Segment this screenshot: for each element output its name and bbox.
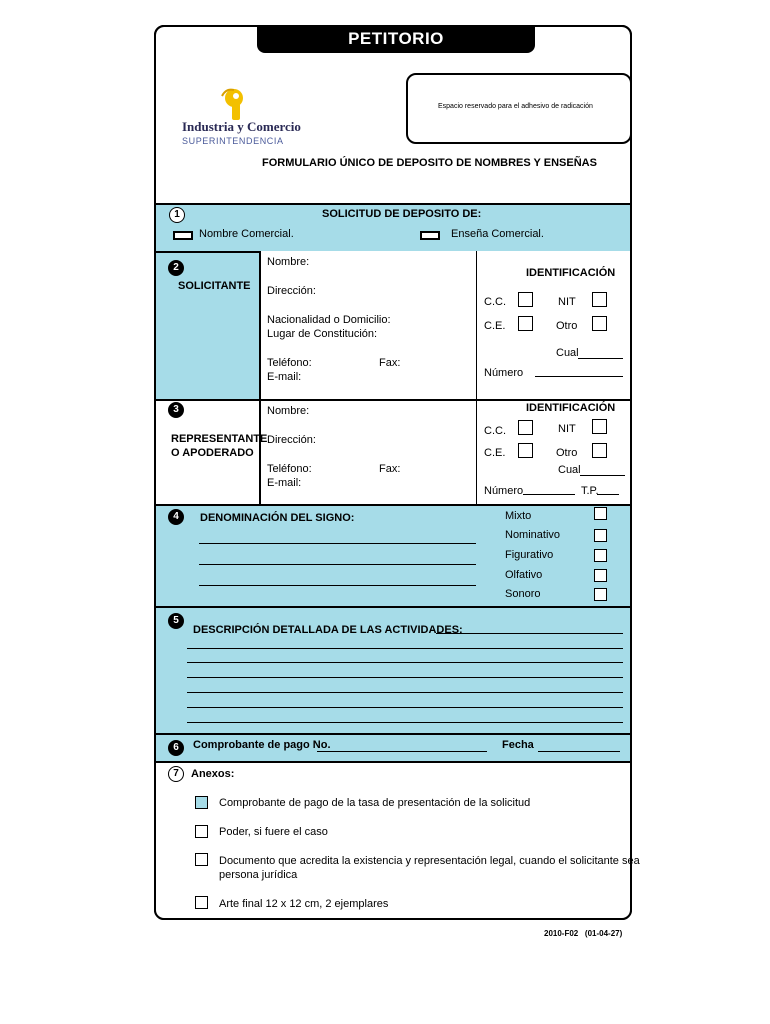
- form-title-bar: PETITORIO: [257, 25, 535, 53]
- anexo-documento-label-2: persona jurídica: [219, 869, 298, 881]
- solicitante-title: SOLICITANTE: [178, 280, 251, 292]
- solicitante-lugar-label: Lugar de Constitución:: [267, 328, 378, 340]
- representante-nit-label: NIT: [558, 423, 576, 435]
- solicitante-cual-label: Cual: [556, 347, 579, 359]
- representante-otro-label: Otro: [556, 447, 578, 459]
- anexo-comprobante-label: Comprobante de pago de la tasa de presentación de la solicitud: [219, 797, 531, 809]
- section-6-number: 6: [168, 740, 184, 756]
- section-5-number: 5: [168, 613, 184, 629]
- representante-tp-label: T.P.: [581, 485, 599, 497]
- section-1-title: SOLICITUD DE DEPOSITO DE:: [322, 208, 482, 220]
- representante-title-1: REPRESENTANTE: [171, 433, 268, 445]
- signo-nominativo-label: Nominativo: [505, 529, 561, 541]
- anexo-arte-label: Arte final 12 x 12 cm, 2 ejemplares: [219, 898, 389, 910]
- representante-cual-label: Cual: [558, 464, 581, 476]
- reserved-space-text: Espacio reservado para el adhesivo de radicación: [438, 103, 593, 110]
- logo-text-line2: SUPERINTENDENCIA: [182, 136, 284, 146]
- anexos-title: Anexos:: [191, 768, 235, 780]
- representante-email-label: E-mail:: [267, 477, 302, 489]
- representante-fax-label: Fax:: [379, 463, 401, 475]
- solicitante-telefono-label: Teléfono:: [267, 357, 312, 369]
- signo-sonoro-label: Sonoro: [505, 588, 541, 600]
- solicitante-numero-label: Número: [484, 367, 524, 379]
- solicitante-cc-label: C.C.: [484, 296, 506, 308]
- anexo-poder-label: Poder, si fuere el caso: [219, 826, 328, 838]
- solicitante-otro-label: Otro: [556, 320, 578, 332]
- representante-ce-label: C.E.: [484, 447, 506, 459]
- logo-text-line1: Industria y Comercio: [182, 119, 301, 134]
- fecha-label: Fecha: [502, 739, 534, 751]
- solicitante-id-title: IDENTIFICACIÓN: [526, 267, 616, 279]
- anexo-documento-label-1: Documento que acredita la existencia y representación legal, cuando el solicitante sea: [219, 855, 640, 867]
- section-2-number: 2: [168, 260, 184, 276]
- denominacion-title: DENOMINACIÓN DEL SIGNO:: [200, 512, 355, 524]
- representante-nombre-label: Nombre:: [267, 405, 310, 417]
- solicitante-fax-label: Fax:: [379, 357, 401, 369]
- signo-figurativo-label: Figurativo: [505, 549, 554, 561]
- representante-id-title: IDENTIFICACIÓN: [526, 402, 616, 414]
- signo-olfativo-label: Olfativo: [505, 569, 543, 581]
- section-3-number: 3: [168, 402, 184, 418]
- solicitante-nacionalidad-label: Nacionalidad o Domicilio:: [267, 314, 391, 326]
- solicitante-nombre-label: Nombre:: [267, 256, 310, 268]
- ensena-comercial-label: Enseña Comercial.: [451, 228, 544, 240]
- solicitante-ce-label: C.E.: [484, 320, 506, 332]
- form-code: 2010-F02 (01-04-27): [544, 929, 623, 938]
- solicitante-direccion-label: Dirección:: [267, 285, 316, 297]
- form-subtitle: FORMULARIO ÚNICO DE DEPOSITO DE NOMBRES Y ENSEÑAS: [262, 157, 597, 169]
- representante-numero-label: Número: [484, 485, 524, 497]
- nombre-comercial-label: Nombre Comercial.: [199, 228, 294, 240]
- form-frame-border: [154, 25, 632, 920]
- section-7-number: 7: [168, 766, 184, 782]
- descripcion-title: DESCRIPCIÓN DETALLADA DE LAS ACTIVIDADES:: [193, 624, 463, 636]
- solicitante-email-label: E-mail:: [267, 371, 302, 383]
- comprobante-label: Comprobante de pago No.: [193, 739, 331, 751]
- section-4-number: 4: [168, 509, 184, 525]
- solicitante-nit-label: NIT: [558, 296, 576, 308]
- representante-title-2: O APODERADO: [171, 447, 254, 459]
- representante-cc-label: C.C.: [484, 425, 506, 437]
- section-1-number: 1: [169, 207, 185, 223]
- representante-direccion-label: Dirección:: [267, 434, 316, 446]
- signo-mixto-label: Mixto: [505, 510, 532, 522]
- representante-telefono-label: Teléfono:: [267, 463, 312, 475]
